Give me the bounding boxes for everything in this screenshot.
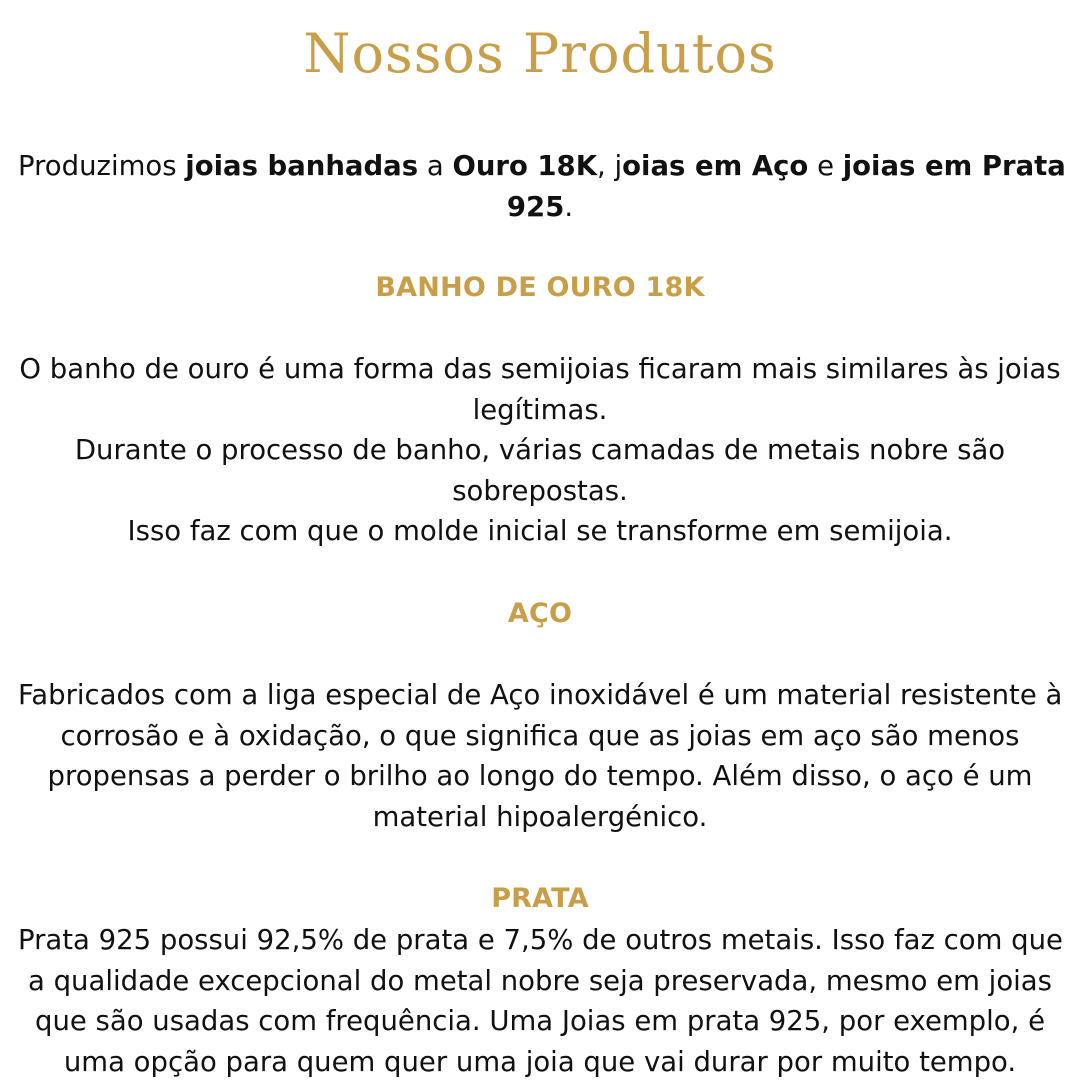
intro-bold-silver: joias em Prata — [843, 150, 1066, 182]
intro-bold-gold-18k: Ouro 18K — [452, 150, 597, 182]
section-line: material hipoalergénico. — [18, 797, 1062, 838]
section-line: Fabricados com a liga especial de Aço inoxidável é um material resistente à — [18, 675, 1062, 716]
section-line: Prata 925 possui 92,5% de prata e 7,5% de outros metais. Isso faz com que — [18, 920, 1062, 961]
section-line: Isso faz com que o molde inicial se transforme em semijoia. — [18, 511, 1062, 552]
section-heading-steel: AÇO — [0, 594, 1080, 634]
intro-bold-925: 925 — [507, 191, 564, 223]
intro-text-2: a — [418, 150, 452, 182]
section-line: a qualidade excepcional do metal nobre seja preservada, mesmo em joias — [18, 961, 1062, 1002]
intro-bold-gold-plated: joias banhadas — [185, 150, 418, 182]
section-line: Durante o processo de banho, várias camadas de metais nobre são — [18, 430, 1062, 471]
section-line: uma opção para quem quer uma joia que vai durar por muito tempo. — [18, 1042, 1062, 1082]
section-line: corrosão e à oxidação, o que significa que as joias em aço são menos — [18, 716, 1062, 757]
intro-text-1: Produzimos — [18, 150, 185, 182]
section-line: O banho de ouro é uma forma das semijoias ficaram mais similares às joias — [18, 349, 1062, 390]
intro-line-2 — [18, 187, 1062, 228]
section-body-steel — [18, 675, 1062, 837]
intro-line-1 — [18, 146, 1062, 187]
intro-text-3: , j — [597, 150, 622, 182]
section-line: legítimas. — [18, 390, 1062, 431]
section-heading-silver: PRATA — [0, 879, 1080, 919]
section-body-silver — [18, 920, 1062, 1082]
page-title: Nossos Produtos — [0, 18, 1080, 90]
intro-text-4: e — [808, 150, 842, 182]
intro-text-5: . — [564, 191, 573, 223]
section-line: sobrepostas. — [18, 471, 1062, 512]
section-line: propensas a perder o brilho ao longo do tempo. Além disso, o aço é um — [18, 756, 1062, 797]
section-heading-gold: BANHO DE OURO 18K — [0, 268, 1080, 308]
section-body-gold — [18, 349, 1062, 552]
intro-bold-steel: oias em Aço — [622, 150, 808, 182]
section-line: que são usadas com frequência. Uma Joias em prata 925, por exemplo, é — [18, 1001, 1062, 1042]
intro-paragraph — [18, 146, 1062, 227]
